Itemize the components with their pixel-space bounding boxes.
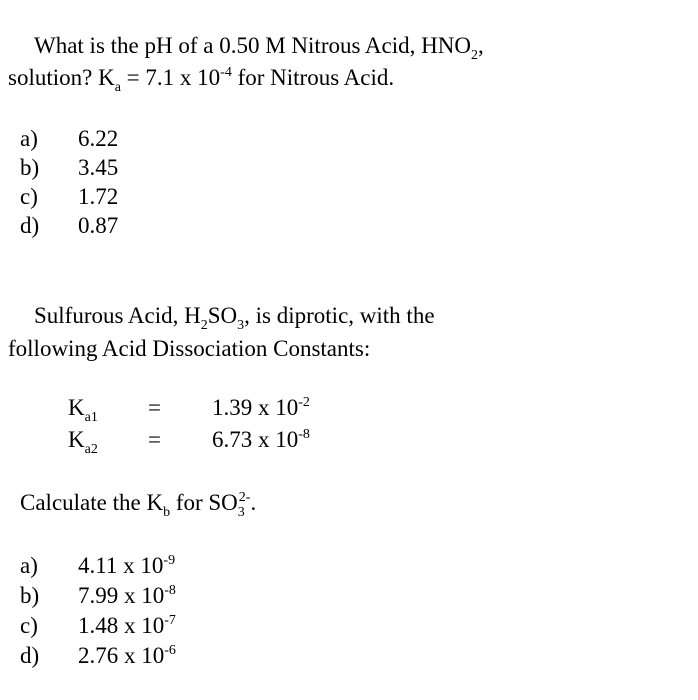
q1-option-label: a) (20, 126, 38, 151)
q2-option-value: 2.76 x $10^{-6}$ (78, 643, 176, 668)
q1-ka-value: = 7.1 x 10 (120, 65, 221, 90)
q1-option-label: b) (20, 155, 40, 180)
q1-option-value: 6.22 (78, 126, 119, 151)
q1-line2-text: solution? K (8, 65, 115, 90)
q2-calc-so-sub: 3 (237, 505, 245, 520)
q1-line1-text: What is the pH of a 0.50 M Nitrous Acid, HNO (34, 33, 471, 58)
constant-value: 6.73 x $10^{-8}$ (212, 427, 310, 452)
q1-option[interactable] (20, 183, 140, 211)
q1-line1 (34, 32, 484, 63)
q1-option[interactable] (20, 125, 140, 153)
constant-name: $K_{a2}$ (68, 427, 98, 457)
q2-kb-sub: b (163, 505, 171, 520)
q1-line2-tail: for Nitrous Acid. (231, 65, 395, 90)
q2-option-label: c) (20, 613, 38, 638)
q2-option-label: b) (20, 583, 40, 608)
q2-line2-text: following Acid Dissociation Constants: (8, 336, 371, 361)
q2-option[interactable] (20, 552, 220, 580)
q1-option-label: d) (20, 213, 40, 238)
constant-name: $K_{a1}$ (68, 395, 98, 425)
q2-line1 (34, 302, 435, 333)
q1-option-value: 1.72 (78, 184, 119, 209)
q2-option[interactable] (20, 642, 220, 670)
q2-h-sub: 2 (200, 318, 208, 333)
q1-line1-comma: , (477, 33, 484, 58)
q2-calc-text: Calculate the K (20, 490, 164, 515)
constant-row (68, 426, 368, 457)
constant-equals: = (148, 427, 161, 452)
q2-so-sub: 3 (237, 318, 245, 333)
q2-calc-so: for SO (170, 490, 238, 515)
q1-option[interactable] (20, 154, 140, 182)
q1-ka-sub: a (114, 80, 121, 95)
q1-option[interactable] (20, 212, 140, 240)
q2-option-label: a) (20, 553, 38, 578)
q2-option-value: 7.99 x $10^{-8}$ (78, 583, 176, 608)
q2-line1-text: Sulfurous Acid, H (34, 303, 201, 328)
q2-line1-tail: , is diprotic, with the (244, 303, 435, 328)
q2-option-value: 1.48 x $10^{-7}$ (78, 613, 176, 638)
q2-calc-line (20, 489, 257, 520)
constant-equals: = (148, 395, 161, 420)
q1-line2 (8, 64, 395, 95)
q1-option-value: 3.45 (78, 155, 119, 180)
q1-option-label: c) (20, 184, 38, 209)
constant-row (68, 394, 368, 425)
q2-line2 (8, 335, 370, 363)
q1-option-value: 0.87 (78, 213, 119, 238)
q2-option-label: d) (20, 643, 40, 668)
constant-value: 1.39 x $10^{-2}$ (212, 395, 310, 420)
q2-option-value: 4.11 x $10^{-9}$ (78, 553, 176, 578)
q2-so: SO (207, 303, 238, 328)
q2-option[interactable] (20, 582, 220, 610)
q1-line1-sub: 2 (470, 48, 478, 63)
q1-ka-exp: -4 (220, 65, 232, 80)
q2-calc-charge: 2- (238, 490, 251, 505)
q2-option[interactable] (20, 612, 220, 640)
q2-calc-period: . (250, 490, 257, 515)
